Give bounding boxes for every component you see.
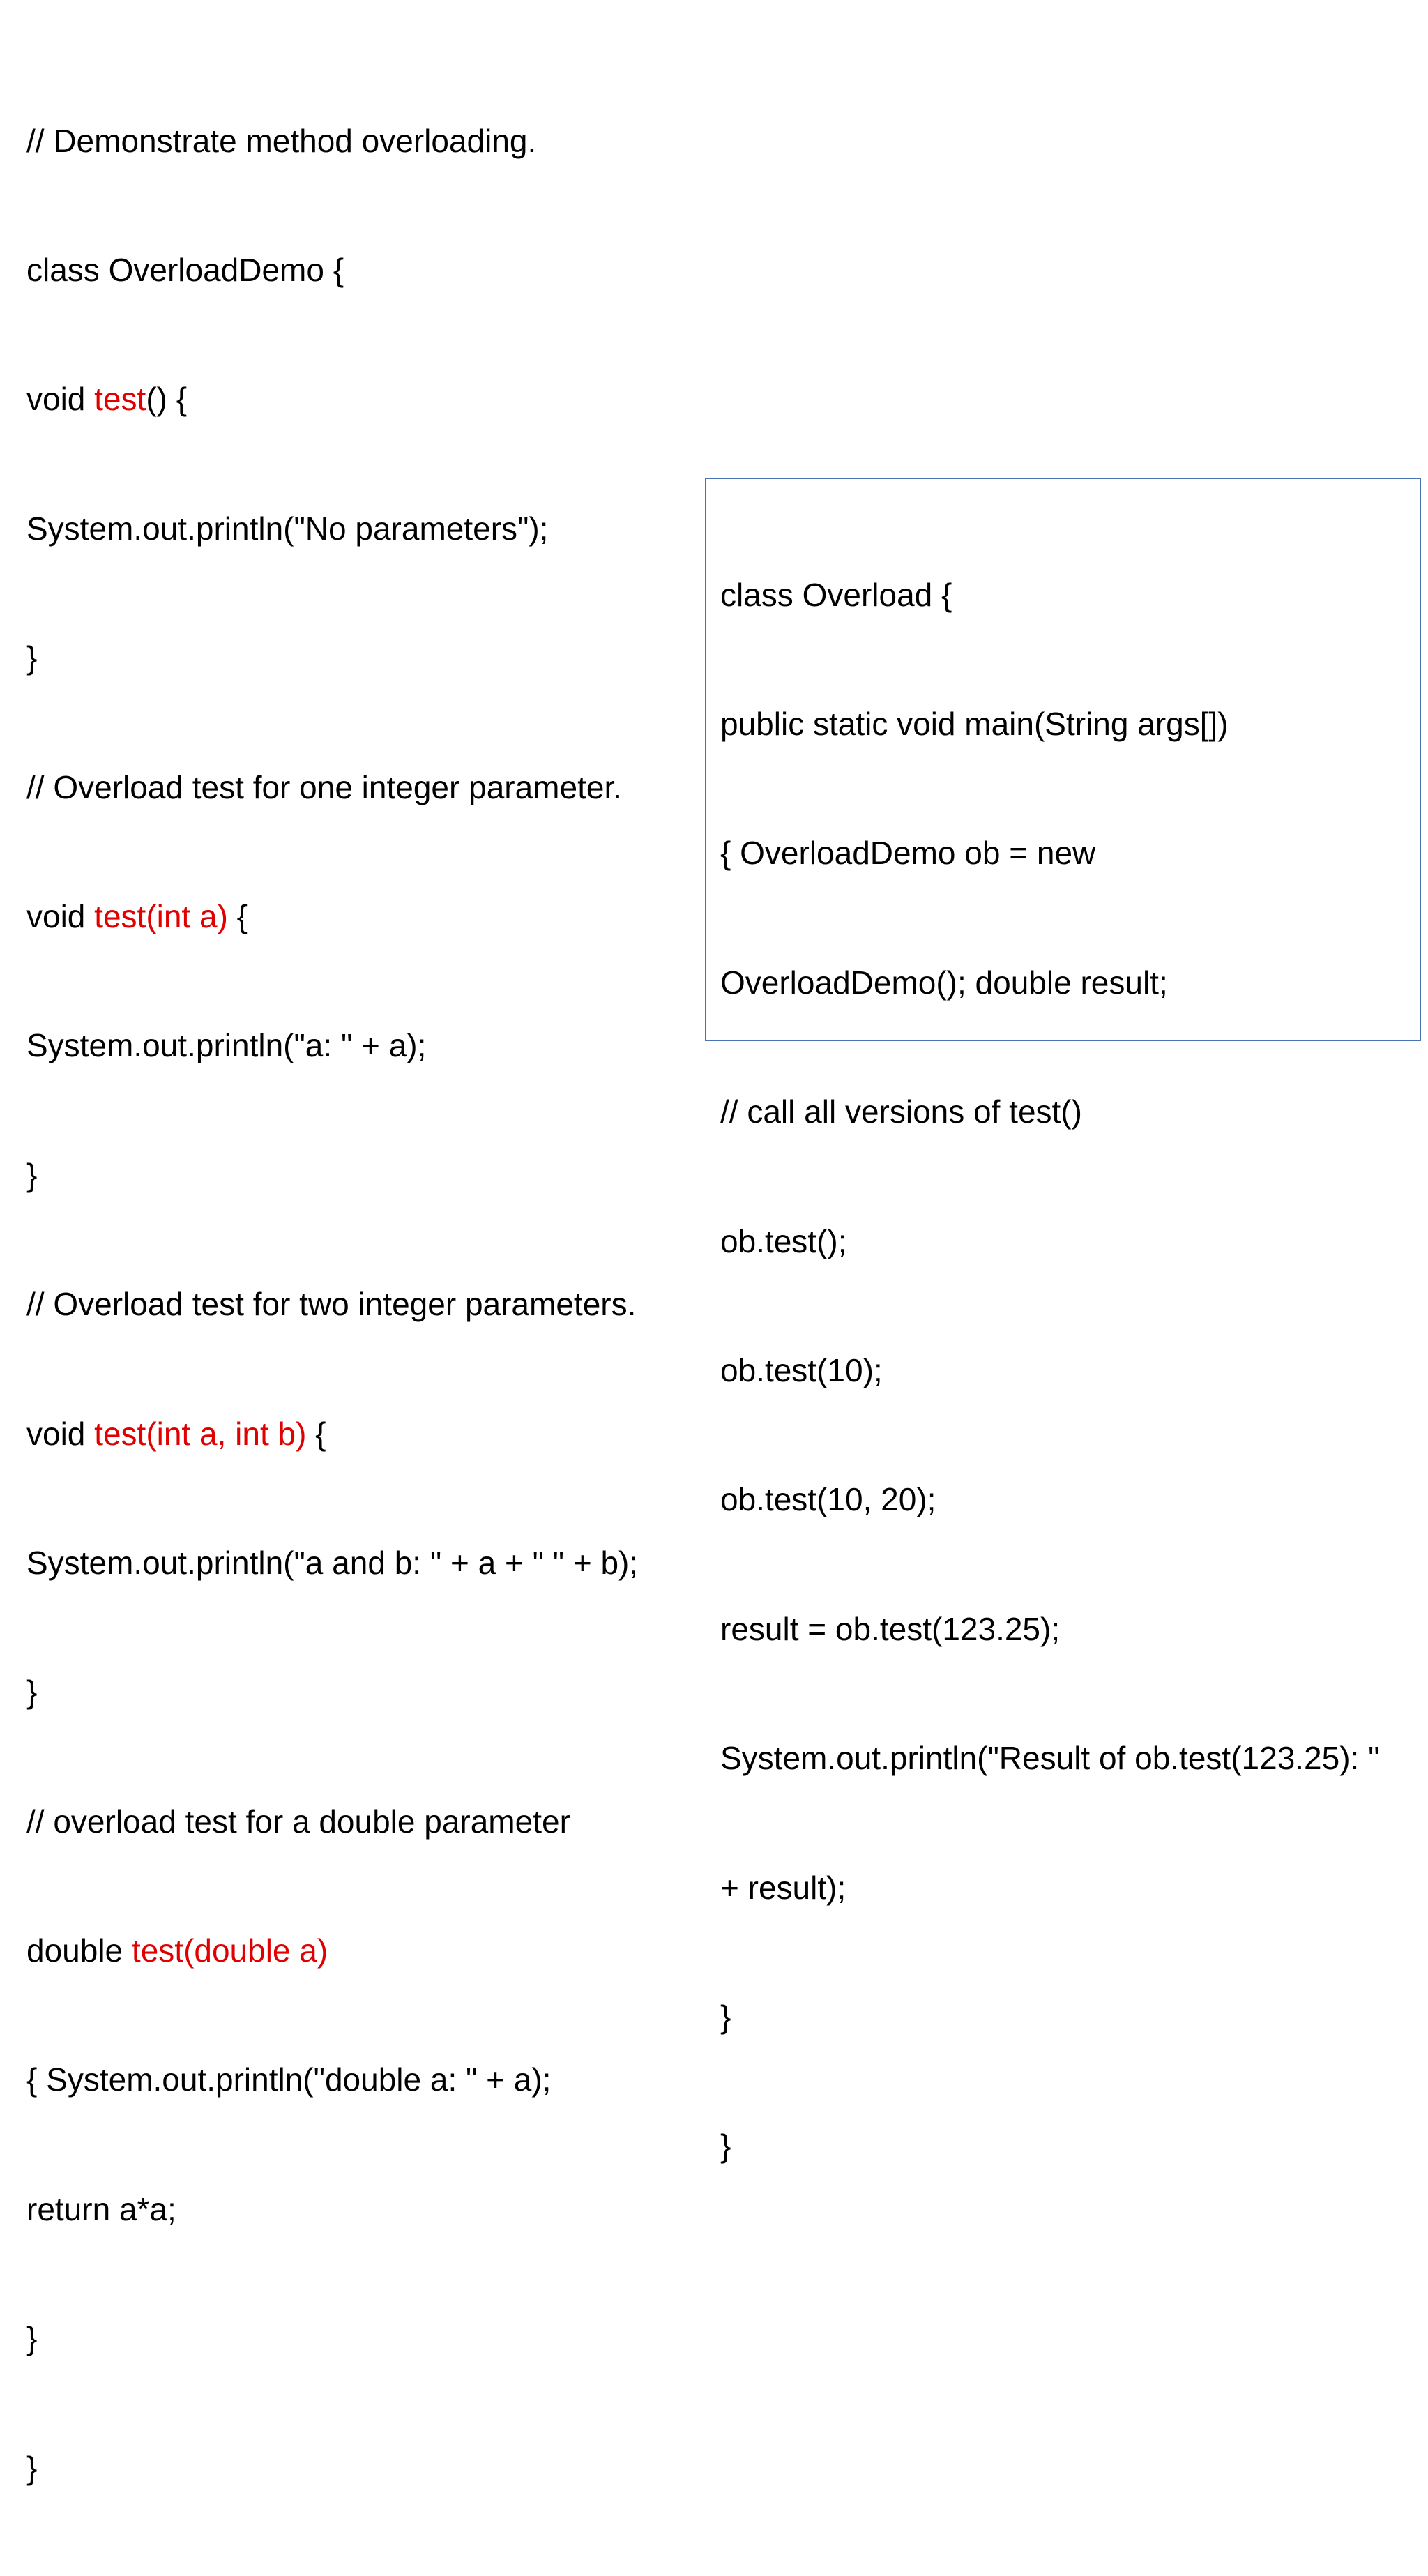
code-text: () { bbox=[146, 381, 188, 418]
code-line: result = ob.test(123.25); bbox=[720, 1610, 1061, 1647]
code-line: + result); bbox=[720, 1869, 846, 1906]
code-line: } bbox=[26, 1156, 38, 1193]
highlighted-method-signature: test bbox=[94, 381, 146, 418]
code-line: // overload test for a double parameter bbox=[26, 1803, 570, 1840]
code-line: } bbox=[720, 1998, 731, 2035]
code-line: // Demonstrate method overloading. bbox=[26, 122, 537, 159]
code-line: System.out.println("a: " + a); bbox=[26, 1027, 427, 1064]
code-line: public static void main(String args[]) bbox=[720, 705, 1229, 742]
code-line bbox=[26, 895, 710, 939]
code-line: ob.test(); bbox=[720, 1222, 847, 1259]
highlighted-method-signature: test(int a) bbox=[94, 897, 228, 934]
main-class-code-box bbox=[705, 478, 1421, 2165]
code-line: } bbox=[26, 639, 38, 676]
code-line: System.out.println("a and b: " + a + " " + b); bbox=[26, 1544, 639, 1581]
code-line: // Overload test for two integer parameters. bbox=[26, 1286, 637, 1323]
code-line: } bbox=[26, 2320, 38, 2357]
code-line: // Overload test for one integer parameter. bbox=[26, 768, 623, 805]
keyword-text: double bbox=[26, 1932, 132, 1969]
code-text: { bbox=[306, 1415, 326, 1452]
code-line: // call all versions of test() bbox=[720, 1093, 1082, 1130]
code-line bbox=[26, 1413, 710, 1456]
overload-demo-code bbox=[26, 33, 710, 2576]
code-line: class Overload { bbox=[720, 576, 952, 613]
keyword-text: void bbox=[26, 381, 95, 418]
keyword-text: void bbox=[26, 1415, 95, 1452]
code-line: OverloadDemo(); double result; bbox=[720, 964, 1168, 1001]
code-line: class OverloadDemo { bbox=[26, 251, 344, 288]
code-line: ob.test(10); bbox=[720, 1351, 883, 1388]
code-line bbox=[26, 1930, 710, 1973]
keyword-text: void bbox=[26, 897, 95, 934]
code-line bbox=[26, 378, 710, 421]
highlighted-method-signature: test(double a) bbox=[131, 1932, 328, 1969]
code-line: return a*a; bbox=[26, 2190, 176, 2227]
code-line: { System.out.println("double a: " + a); bbox=[26, 2061, 552, 2098]
code-line: { OverloadDemo ob = new bbox=[720, 835, 1096, 872]
overload-main-code bbox=[720, 487, 1411, 2255]
highlighted-method-signature: test(int a, int b) bbox=[94, 1415, 307, 1452]
code-line: ob.test(10, 20); bbox=[720, 1481, 936, 1518]
code-line: } bbox=[26, 1674, 38, 1711]
code-line: } bbox=[720, 2128, 731, 2165]
code-line: } bbox=[26, 2449, 38, 2486]
code-line: System.out.println("Result of ob.test(123.25): " bbox=[720, 1740, 1380, 1777]
code-line: System.out.println("No parameters"); bbox=[26, 510, 549, 547]
code-text: { bbox=[227, 897, 248, 934]
